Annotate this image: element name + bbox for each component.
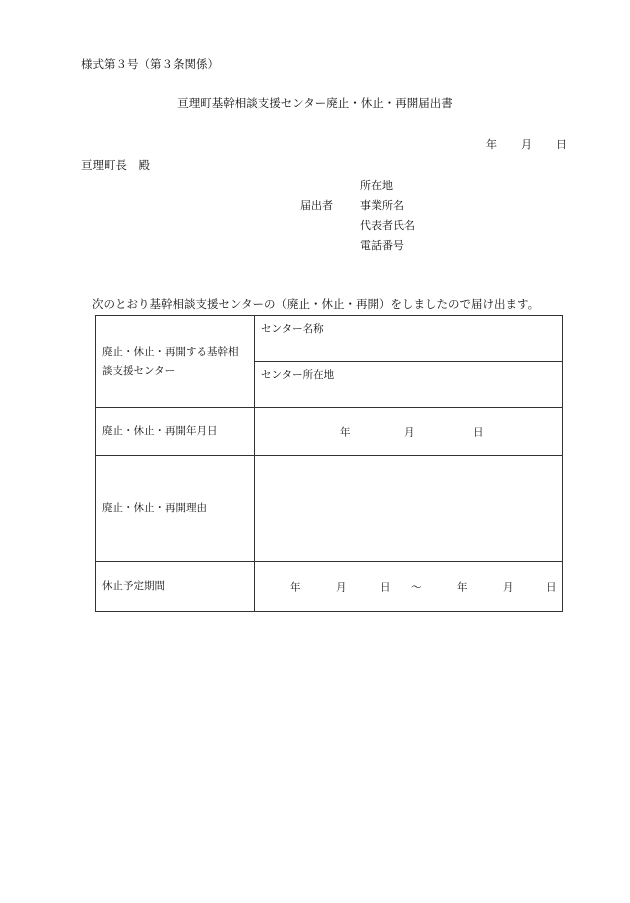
date-field-day: 日 — [473, 426, 484, 438]
center-address-label: センター所在地 — [261, 369, 335, 381]
date-year-label: 年 — [486, 138, 497, 151]
notifier-representative-label: 代表者氏名 — [360, 219, 415, 232]
date-label-cell — [96, 408, 255, 456]
date-month-label: 月 — [521, 138, 532, 151]
center-name-label: センター名称 — [261, 323, 324, 335]
center-name-field[interactable] — [255, 316, 563, 362]
center-label-cell — [96, 316, 255, 408]
period-from-year: 年 — [290, 581, 301, 593]
date-field-month: 月 — [404, 426, 415, 438]
reason-label-cell — [96, 456, 255, 562]
notification-table — [95, 315, 563, 612]
period-from-day: 日 — [380, 581, 391, 593]
period-label-cell — [96, 562, 255, 612]
notifier-label: 届出者 — [300, 199, 333, 212]
date-day-label: 日 — [556, 138, 567, 151]
center-address-field[interactable] — [255, 362, 563, 408]
notifier-location-label: 所在地 — [360, 179, 393, 192]
intro-statement: 次のとおり基幹相談支援センターの（廃止・休止・再開）をしましたので届け出ます。 — [92, 297, 540, 311]
period-to-day: 日 — [546, 581, 557, 593]
period-row-label: 休止予定期間 — [102, 580, 165, 592]
notifier-phone-label: 電話番号 — [360, 239, 404, 252]
form-number-label: 様式第３号（第３条関係） — [81, 57, 219, 71]
notifier-office-name-label: 事業所名 — [360, 199, 404, 212]
date-field[interactable] — [255, 408, 563, 456]
center-label-line1: 廃止・休止・再開する基幹相 — [102, 345, 239, 358]
center-label-line2: 談支援センター — [102, 364, 176, 377]
document-title: 亘理町基幹相談支援センター廃止・休止・再開届出書 — [177, 96, 453, 110]
reason-field[interactable] — [255, 456, 563, 562]
addressee: 亘理町長 殿 — [81, 158, 150, 172]
period-from-month: 月 — [336, 581, 347, 593]
period-field[interactable] — [255, 562, 563, 612]
date-field-year: 年 — [340, 426, 351, 438]
period-to-month: 月 — [503, 581, 514, 593]
reason-row-label: 廃止・休止・再開理由 — [102, 502, 207, 514]
period-to-year: 年 — [457, 581, 468, 593]
date-row-label: 廃止・休止・再開年月日 — [102, 425, 218, 437]
period-tilde: ～ — [411, 581, 422, 593]
